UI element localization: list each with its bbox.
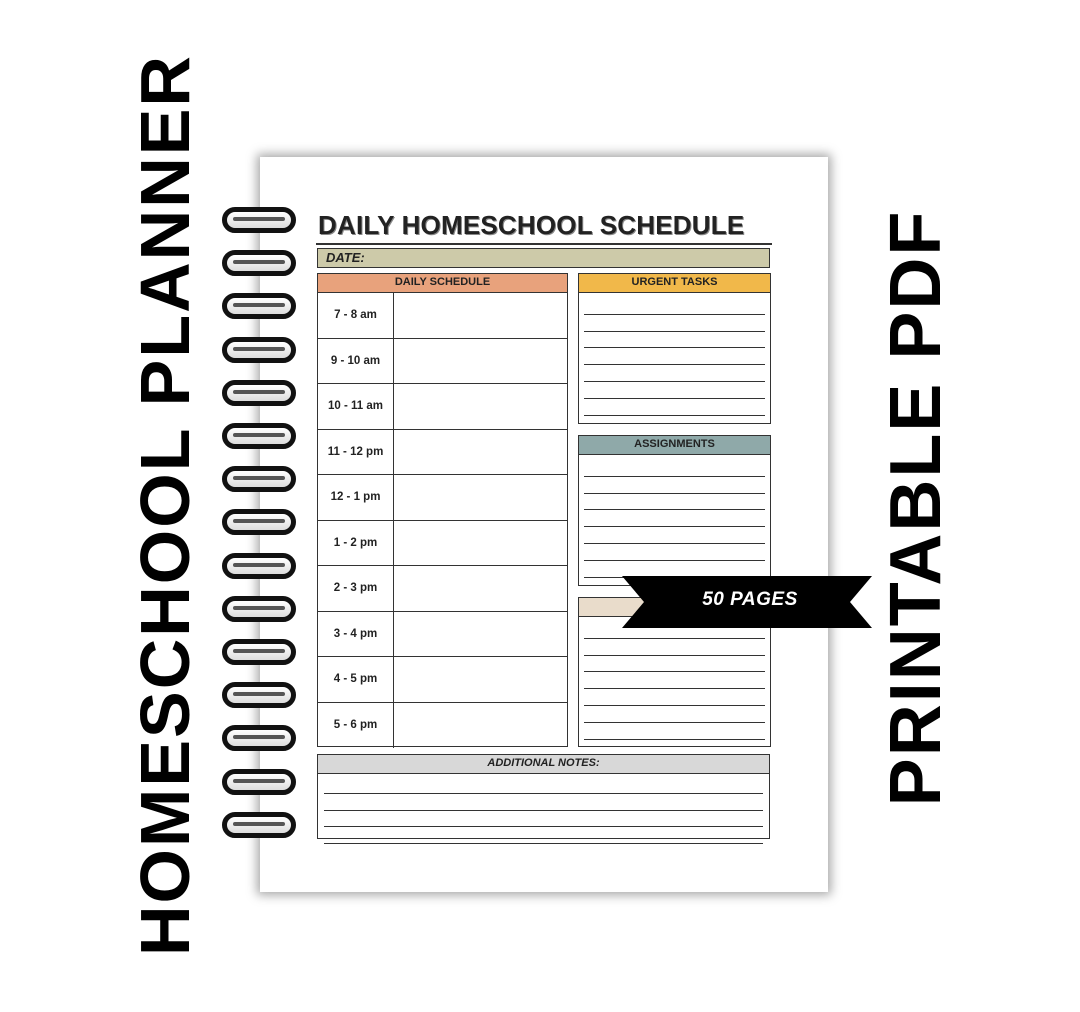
spiral-ring: [222, 466, 296, 492]
schedule-entry-cell[interactable]: [394, 430, 567, 475]
spiral-ring: [222, 769, 296, 795]
assignments-section: [578, 435, 771, 586]
writing-line[interactable]: [584, 672, 765, 689]
schedule-time-label: 5 - 6 pm: [318, 703, 394, 749]
writing-line[interactable]: [584, 460, 765, 477]
schedule-entry-cell[interactable]: [394, 703, 567, 749]
spiral-ring: [222, 250, 296, 276]
schedule-entry-cell[interactable]: [394, 293, 567, 338]
writing-line[interactable]: [584, 365, 765, 382]
writing-line[interactable]: [584, 510, 765, 527]
writing-line[interactable]: [584, 527, 765, 544]
writing-line[interactable]: [584, 298, 765, 315]
schedule-row: [318, 475, 567, 521]
daily-schedule-section: [317, 273, 568, 747]
schedule-row: [318, 384, 567, 430]
daily-schedule-header: DAILY SCHEDULE: [318, 274, 567, 293]
writing-line[interactable]: [324, 794, 763, 811]
additional-notes-section: [317, 754, 770, 839]
planner-title: DAILY HOMESCHOOL SCHEDULE: [318, 210, 745, 240]
spiral-ring: [222, 639, 296, 665]
schedule-time-label: 10 - 11 am: [318, 384, 394, 429]
writing-line[interactable]: [584, 332, 765, 349]
schedule-row: [318, 293, 567, 339]
schedule-entry-cell[interactable]: [394, 384, 567, 429]
schedule-entry-cell[interactable]: [394, 339, 567, 384]
schedule-row: [318, 703, 567, 749]
writing-line[interactable]: [584, 723, 765, 740]
writing-line[interactable]: [584, 399, 765, 416]
additional-notes-header: ADDITIONAL NOTES:: [318, 755, 769, 774]
spiral-ring: [222, 596, 296, 622]
schedule-time-label: 1 - 2 pm: [318, 521, 394, 566]
schedule-row: [318, 566, 567, 612]
schedule-time-label: 2 - 3 pm: [318, 566, 394, 611]
schedule-row: [318, 430, 567, 476]
writing-line[interactable]: [324, 827, 763, 844]
spiral-ring: [222, 509, 296, 535]
side-title-homeschool-planner: HOMESCHOOL PLANNER: [126, 54, 204, 956]
writing-line[interactable]: [584, 382, 765, 399]
spiral-ring: [222, 725, 296, 751]
side-title-printable-pdf: PRINTABLE PDF: [876, 209, 956, 807]
schedule-time-label: 9 - 10 am: [318, 339, 394, 384]
schedule-time-label: 12 - 1 pm: [318, 475, 394, 520]
writing-line[interactable]: [584, 477, 765, 494]
schedule-row: [318, 339, 567, 385]
spiral-ring: [222, 423, 296, 449]
writing-line[interactable]: [324, 811, 763, 828]
schedule-entry-cell[interactable]: [394, 612, 567, 657]
schedule-rows: [318, 293, 567, 748]
schedule-time-label: 7 - 8 am: [318, 293, 394, 338]
writing-line[interactable]: [584, 544, 765, 561]
spiral-ring: [222, 682, 296, 708]
third-list-lines: [579, 617, 770, 740]
schedule-row: [318, 657, 567, 703]
assignments-lines: [579, 455, 770, 578]
date-field: DATE:: [317, 248, 770, 268]
spiral-ring: [222, 380, 296, 406]
schedule-entry-cell[interactable]: [394, 521, 567, 566]
writing-line[interactable]: [584, 656, 765, 673]
additional-notes-lines: [318, 774, 769, 844]
spiral-ring: [222, 337, 296, 363]
schedule-entry-cell[interactable]: [394, 566, 567, 611]
urgent-tasks-header: URGENT TASKS: [579, 274, 770, 293]
title-underline: [316, 243, 772, 245]
writing-line[interactable]: [584, 639, 765, 656]
writing-line[interactable]: [584, 315, 765, 332]
assignments-header: ASSIGNMENTS: [579, 436, 770, 455]
writing-line[interactable]: [584, 348, 765, 365]
urgent-tasks-lines: [579, 293, 770, 416]
writing-line[interactable]: [584, 494, 765, 511]
schedule-time-label: 11 - 12 pm: [318, 430, 394, 475]
schedule-time-label: 4 - 5 pm: [318, 657, 394, 702]
spiral-ring: [222, 293, 296, 319]
spiral-ring: [222, 812, 296, 838]
spiral-ring: [222, 207, 296, 233]
pages-banner-label: 50 PAGES: [702, 589, 798, 610]
schedule-entry-cell[interactable]: [394, 475, 567, 520]
schedule-entry-cell[interactable]: [394, 657, 567, 702]
writing-line[interactable]: [584, 706, 765, 723]
schedule-row: [318, 612, 567, 658]
spiral-ring: [222, 553, 296, 579]
schedule-row: [318, 521, 567, 567]
schedule-time-label: 3 - 4 pm: [318, 612, 394, 657]
urgent-tasks-section: [578, 273, 771, 424]
writing-line[interactable]: [324, 777, 763, 794]
writing-line[interactable]: [584, 689, 765, 706]
